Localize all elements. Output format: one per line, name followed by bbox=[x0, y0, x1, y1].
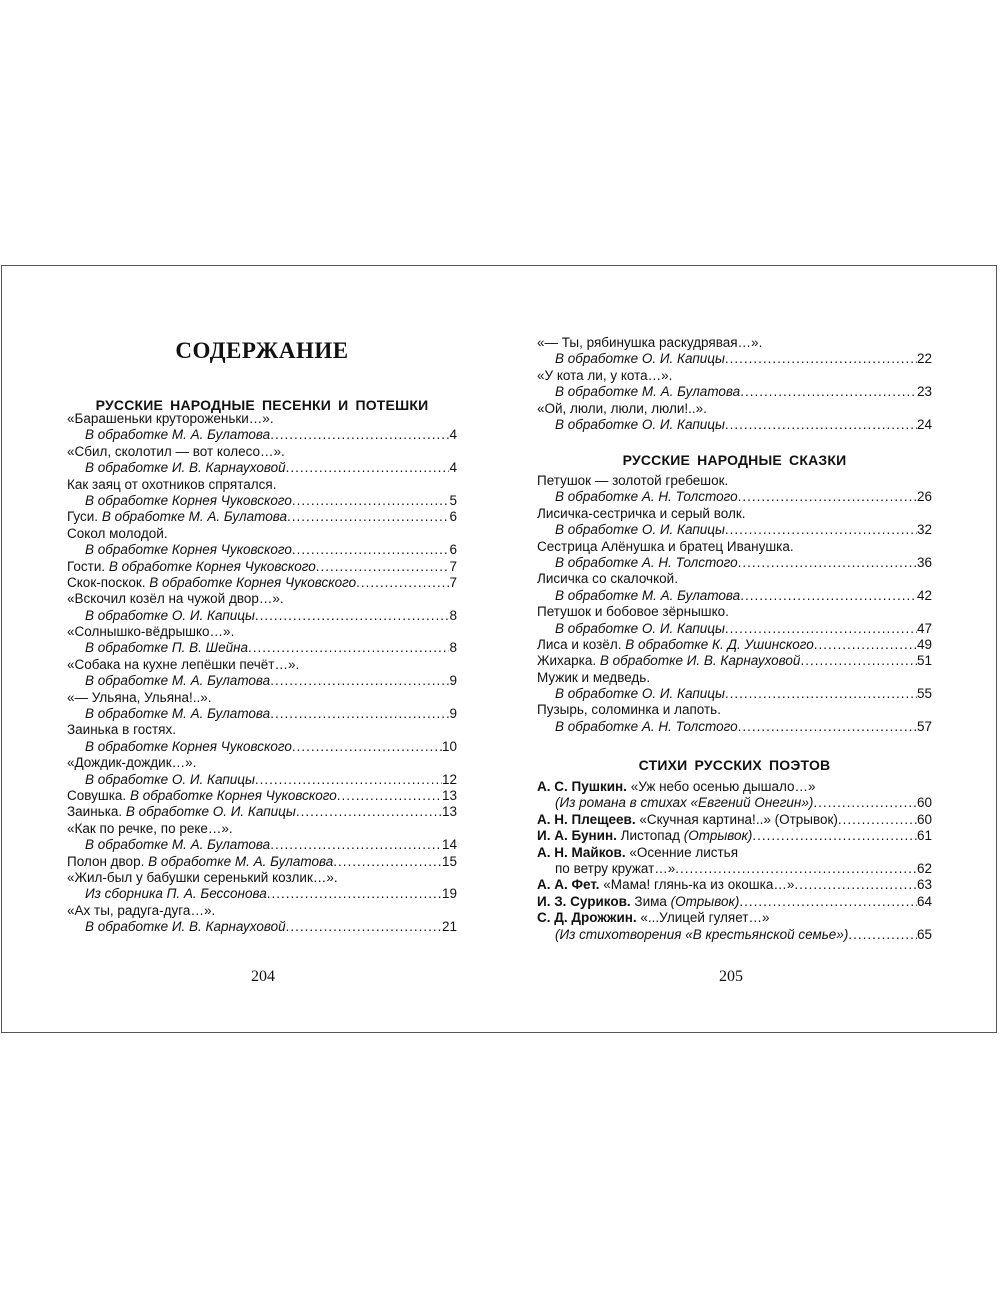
entry-credit: В обработке И. В. Карнауховой bbox=[85, 460, 286, 476]
entry-credit: В обработке Корнея Чуковского bbox=[85, 492, 292, 508]
toc-entry bbox=[537, 506, 932, 522]
toc-entry-text bbox=[67, 411, 274, 427]
toc-entry bbox=[67, 477, 457, 493]
entry-title: «Жил-был у бабушки серенький козлик…». bbox=[67, 869, 338, 885]
toc-entry bbox=[537, 877, 932, 893]
entry-credit: В обработке А. Н. Толстого bbox=[555, 718, 738, 734]
toc-entry bbox=[537, 686, 932, 702]
entry-page-number: 60 bbox=[916, 795, 932, 811]
dot-leader bbox=[267, 886, 442, 902]
toc-entry-text bbox=[537, 779, 816, 795]
entry-title: «Собака на кухне лепёшки печёт…». bbox=[67, 656, 300, 672]
toc-entry bbox=[537, 522, 932, 538]
entry-credit: В обработке Корнея Чуковского bbox=[85, 542, 292, 558]
toc-list-tales bbox=[537, 473, 932, 735]
toc-entry-text bbox=[85, 640, 248, 656]
entry-title: по ветру кружат…» bbox=[555, 860, 676, 876]
toc-entry bbox=[537, 910, 932, 926]
entry-page-number: 51 bbox=[916, 653, 932, 669]
toc-entry-text bbox=[85, 460, 286, 476]
toc-entry bbox=[67, 657, 457, 673]
toc-entry bbox=[67, 624, 457, 640]
entry-title: Листопад bbox=[616, 828, 684, 844]
dot-leader bbox=[286, 919, 442, 935]
toc-entry-text bbox=[67, 526, 168, 542]
entry-page-number: 15 bbox=[441, 853, 457, 869]
toc-entry-text bbox=[537, 670, 650, 686]
toc-entry bbox=[67, 755, 457, 771]
toc-entry bbox=[67, 591, 457, 607]
toc-entry bbox=[67, 919, 457, 935]
toc-entry-text bbox=[555, 384, 740, 400]
toc-entry bbox=[67, 526, 457, 542]
dot-leader bbox=[292, 542, 450, 558]
entry-page-number: 14 bbox=[441, 837, 457, 853]
entry-title: Гуси. bbox=[67, 509, 102, 525]
toc-entry-text bbox=[85, 886, 267, 902]
dot-leader bbox=[725, 686, 917, 702]
dot-leader bbox=[814, 637, 917, 653]
toc-entry-text bbox=[67, 722, 176, 738]
entry-title: Гости. bbox=[67, 558, 109, 574]
toc-entry-text bbox=[67, 575, 356, 591]
dot-leader bbox=[738, 555, 917, 571]
toc-entry-text bbox=[67, 559, 316, 575]
entry-page-number: 7 bbox=[449, 558, 457, 574]
toc-entry bbox=[67, 739, 457, 755]
book-spread bbox=[1, 265, 997, 1033]
dot-leader bbox=[248, 640, 449, 656]
entry-title: Скок-поскок. bbox=[67, 574, 150, 590]
toc-list-songs bbox=[67, 411, 457, 936]
entry-title: Жихарка. bbox=[537, 653, 600, 669]
toc-entry-text bbox=[67, 788, 337, 804]
toc-entry bbox=[537, 795, 932, 811]
entry-title: «Мама! глянь-ка из окошка…» bbox=[599, 877, 795, 893]
entry-credit: В обработке О. И. Капицы bbox=[555, 416, 725, 432]
entry-title: Заинька в гостях. bbox=[67, 722, 176, 738]
entry-page-number: 26 bbox=[916, 489, 932, 505]
toc-entry-text bbox=[67, 690, 212, 706]
toc-list-songs-continued bbox=[537, 335, 932, 433]
entry-credit: В обработке П. В. Шейна bbox=[85, 640, 249, 656]
entry-credit: В обработке О. И. Капицы bbox=[85, 607, 255, 623]
toc-entry-text bbox=[67, 591, 284, 607]
toc-entry-text bbox=[537, 637, 814, 653]
entry-title: «Ой, люли, люли, люли!..». bbox=[537, 400, 707, 416]
toc-entry-text bbox=[67, 903, 215, 919]
entry-title: Зима bbox=[630, 893, 671, 909]
dot-leader bbox=[356, 575, 449, 591]
toc-entry-text bbox=[85, 919, 286, 935]
toc-entry-text bbox=[537, 571, 678, 587]
toc-entry-text bbox=[85, 739, 292, 755]
dot-leader bbox=[255, 772, 442, 788]
toc-entry bbox=[537, 828, 932, 844]
toc-entry bbox=[537, 351, 932, 367]
entry-page-number: 23 bbox=[916, 384, 932, 400]
toc-entry-text bbox=[537, 877, 794, 893]
toc-entry bbox=[67, 788, 457, 804]
entry-page-number: 64 bbox=[916, 893, 932, 909]
entry-credit: В обработке Корнея Чуковского bbox=[108, 558, 316, 574]
toc-entry bbox=[67, 411, 457, 427]
entry-title: Сестрица Алёнушка и братец Иванушка. bbox=[537, 538, 794, 554]
entry-page-number: 55 bbox=[916, 686, 932, 702]
entry-title: «Как по речке, по реке…». bbox=[67, 820, 233, 836]
entry-page-number: 47 bbox=[916, 620, 932, 636]
toc-entry-text bbox=[537, 604, 729, 620]
toc-entry bbox=[67, 886, 457, 902]
toc-entry-text bbox=[555, 555, 738, 571]
toc-entry-text bbox=[537, 702, 721, 718]
toc-entry bbox=[67, 837, 457, 853]
dot-leader bbox=[800, 653, 917, 669]
toc-entry bbox=[67, 444, 457, 460]
author-name: С. Д. Дрожжин. bbox=[537, 910, 637, 926]
toc-entry-text bbox=[537, 845, 738, 861]
entry-page-number: 9 bbox=[449, 673, 457, 689]
entry-page-number: 62 bbox=[916, 860, 932, 876]
toc-entry-text bbox=[85, 673, 270, 689]
entry-page-number: 22 bbox=[916, 351, 932, 367]
entry-page-number: 4 bbox=[449, 427, 457, 443]
toc-entry bbox=[537, 845, 932, 861]
toc-entry bbox=[67, 673, 457, 689]
toc-entry bbox=[67, 772, 457, 788]
entry-title: «Солнышко-вёдрышко…». bbox=[67, 624, 235, 640]
entry-page-number: 19 bbox=[441, 886, 457, 902]
entry-credit: В обработке Корнея Чуковского bbox=[149, 574, 357, 590]
entry-page-number: 65 bbox=[916, 926, 932, 942]
entry-title: «Скучная картина!..» (Отрывок) bbox=[635, 811, 838, 827]
entry-page-number: 10 bbox=[441, 738, 457, 754]
entry-page-number: 63 bbox=[916, 877, 932, 893]
toc-entry bbox=[537, 653, 932, 669]
entry-page-number: 6 bbox=[449, 542, 457, 558]
dot-leader bbox=[813, 795, 917, 811]
dot-leader bbox=[292, 739, 442, 755]
dot-leader bbox=[286, 460, 450, 476]
entry-title: Заинька. bbox=[67, 804, 126, 820]
dot-leader bbox=[337, 788, 442, 804]
toc-entry bbox=[67, 821, 457, 837]
entry-credit: В обработке Корнея Чуковского bbox=[85, 738, 292, 754]
toc-entry-text bbox=[85, 772, 255, 788]
toc-entry bbox=[537, 539, 932, 555]
toc-entry-text bbox=[537, 335, 762, 351]
author-name: А. А. Фет. bbox=[537, 877, 600, 893]
toc-entry-text bbox=[537, 539, 794, 555]
dot-leader bbox=[725, 522, 917, 538]
toc-entry bbox=[67, 493, 457, 509]
author-name: И. А. Бунин. bbox=[537, 828, 617, 844]
toc-entry bbox=[67, 559, 457, 575]
toc-list-poems bbox=[537, 779, 932, 943]
section-heading-songs: РУССКИЕ НАРОДНЫЕ ПЕСЕНКИ И ПОТЕШКИ bbox=[95, 397, 429, 413]
dot-leader bbox=[738, 489, 917, 505]
toc-entry-text bbox=[555, 861, 675, 877]
dot-leader bbox=[255, 608, 450, 624]
toc-entry-text bbox=[85, 493, 292, 509]
entry-page-number: 13 bbox=[441, 804, 457, 820]
toc-entry-text bbox=[67, 804, 296, 820]
entry-credit: В обработке О. И. Капицы bbox=[125, 804, 296, 820]
toc-entry-text bbox=[67, 444, 285, 460]
author-name: А. С. Пушкин. bbox=[537, 779, 627, 794]
entry-title: «— Ульяна, Ульяна!..». bbox=[67, 689, 212, 705]
dot-leader bbox=[794, 877, 917, 893]
dot-leader bbox=[675, 861, 917, 877]
entry-page-number: 32 bbox=[916, 522, 932, 538]
entry-page-number: 49 bbox=[916, 636, 932, 652]
toc-entry-text bbox=[555, 522, 725, 538]
toc-entry bbox=[67, 640, 457, 656]
entry-title: Петушок и бобовое зёрнышко. bbox=[537, 604, 729, 620]
entry-credit: (Из романа в стихах «Евгений Онегин») bbox=[555, 795, 814, 811]
entry-credit: Из сборника П. А. Бессонова bbox=[85, 886, 267, 902]
entry-credit: В обработке А. Н. Толстого bbox=[555, 554, 738, 570]
entry-title: Петушок — золотой гребешок. bbox=[537, 473, 729, 488]
entry-page-number: 60 bbox=[916, 811, 932, 827]
entry-page-number: 24 bbox=[916, 416, 932, 432]
page-title: СОДЕРЖАНИЕ bbox=[175, 338, 349, 363]
dot-leader bbox=[316, 559, 450, 575]
toc-entry bbox=[67, 870, 457, 886]
toc-entry-text bbox=[67, 821, 233, 837]
toc-entry-text bbox=[555, 489, 738, 505]
toc-entry-text bbox=[67, 755, 196, 771]
toc-entry bbox=[537, 861, 932, 877]
toc-entry bbox=[67, 854, 457, 870]
toc-entry bbox=[67, 542, 457, 558]
toc-entry-text bbox=[555, 417, 725, 433]
entry-title: Лисичка-сестричка и серый волк. bbox=[537, 505, 746, 521]
toc-entry bbox=[537, 670, 932, 686]
entry-title: «Ах ты, радуга-дуга…». bbox=[67, 902, 216, 918]
toc-entry bbox=[537, 384, 932, 400]
entry-page-number: 8 bbox=[449, 607, 457, 623]
section-heading-tales: РУССКИЕ НАРОДНЫЕ СКАЗКИ bbox=[622, 452, 847, 468]
entry-page-number: 42 bbox=[916, 587, 932, 603]
toc-entry bbox=[537, 719, 932, 735]
section-heading-poems: СТИХИ РУССКИХ ПОЭТОВ bbox=[638, 757, 831, 773]
toc-entry bbox=[537, 401, 932, 417]
entry-credit: (Отрывок) bbox=[683, 828, 753, 844]
toc-entry-text bbox=[67, 624, 234, 640]
dot-leader bbox=[848, 927, 917, 943]
entry-title: «У кота ли, у кота…». bbox=[537, 367, 673, 383]
toc-entry-text bbox=[85, 837, 270, 853]
dot-leader bbox=[838, 812, 917, 828]
entry-title: Совушка. bbox=[67, 787, 130, 803]
entry-credit: В обработке О. И. Капицы bbox=[555, 620, 725, 636]
entry-page-number: 9 bbox=[449, 706, 457, 722]
entry-credit: В обработке Корнея Чуковского bbox=[129, 787, 337, 803]
toc-entry bbox=[67, 903, 457, 919]
entry-page-number: 4 bbox=[449, 460, 457, 476]
toc-entry-text bbox=[85, 427, 270, 443]
entry-credit: В обработке М. А. Булатова bbox=[85, 427, 271, 443]
toc-entry-text bbox=[537, 473, 728, 489]
entry-credit: В обработке М. А. Булатова bbox=[85, 706, 271, 722]
entry-credit: В обработке М. А. Булатова bbox=[101, 509, 287, 525]
toc-entry bbox=[537, 621, 932, 637]
page-number-right: 205 bbox=[719, 968, 743, 985]
toc-entry bbox=[67, 608, 457, 624]
toc-entry bbox=[67, 427, 457, 443]
toc-entry bbox=[67, 804, 457, 820]
toc-entry-text bbox=[537, 812, 838, 828]
entry-page-number: 8 bbox=[449, 640, 457, 656]
entry-credit: В обработке И. В. Карнауховой bbox=[599, 653, 801, 669]
entry-credit: (Отрывок) bbox=[670, 893, 740, 909]
entry-page-number: 5 bbox=[449, 492, 457, 508]
entry-page-number: 6 bbox=[449, 509, 457, 525]
toc-entry bbox=[67, 722, 457, 738]
toc-entry bbox=[537, 571, 932, 587]
toc-entry-text bbox=[555, 351, 725, 367]
toc-entry bbox=[537, 604, 932, 620]
entry-title: «...Улицей гуляет…» bbox=[636, 910, 770, 926]
toc-entry bbox=[537, 927, 932, 943]
toc-entry-text bbox=[85, 608, 255, 624]
entry-credit: В обработке М. А. Булатова bbox=[85, 673, 271, 689]
entry-page-number: 57 bbox=[916, 718, 932, 734]
dot-leader bbox=[292, 493, 450, 509]
toc-entry bbox=[67, 509, 457, 525]
entry-page-number: 61 bbox=[916, 828, 932, 844]
toc-entry bbox=[537, 555, 932, 571]
toc-entry-text bbox=[537, 910, 769, 926]
entry-title: Полон двор. bbox=[67, 853, 149, 869]
entry-title: «Вскочил козёл на чужой двор…». bbox=[67, 591, 284, 607]
toc-entry-text bbox=[67, 870, 338, 886]
entry-credit: В обработке О. И. Капицы bbox=[555, 686, 725, 702]
toc-entry-text bbox=[555, 686, 725, 702]
entry-title: «— Ты, рябинушка раскудрявая…». bbox=[537, 335, 763, 350]
dot-leader bbox=[725, 417, 917, 433]
toc-entry-text bbox=[537, 828, 752, 844]
entry-title: «Уж небо осенью дышало…» bbox=[626, 779, 816, 794]
dot-leader bbox=[287, 509, 449, 525]
toc-entry-text bbox=[537, 653, 800, 669]
entry-title: Лиса и козёл. bbox=[537, 636, 626, 652]
toc-entry bbox=[67, 575, 457, 591]
entry-credit: В обработке А. Н. Толстого bbox=[555, 489, 738, 505]
entry-credit: В обработке М. А. Булатова bbox=[85, 837, 271, 853]
toc-entry bbox=[537, 335, 932, 351]
author-name: А. Н. Майков. bbox=[537, 844, 626, 860]
toc-entry-text bbox=[537, 401, 707, 417]
entry-page-number: 13 bbox=[441, 787, 457, 803]
entry-credit: В обработке И. В. Карнауховой bbox=[85, 919, 286, 935]
toc-entry bbox=[537, 588, 932, 604]
entry-page-number: 12 bbox=[441, 771, 457, 787]
entry-title: «Сбил, сколотил — вот колесо…». bbox=[67, 443, 285, 459]
toc-entry-text bbox=[67, 509, 287, 525]
entry-title: Лисичка со скалочкой. bbox=[537, 571, 678, 587]
toc-entry bbox=[537, 368, 932, 384]
toc-entry bbox=[537, 637, 932, 653]
dot-leader bbox=[725, 621, 917, 637]
toc-entry bbox=[67, 706, 457, 722]
toc-entry-text bbox=[67, 657, 299, 673]
dot-leader bbox=[740, 588, 917, 604]
page-number-left: 204 bbox=[251, 968, 275, 985]
entry-page-number: 21 bbox=[441, 919, 457, 935]
toc-entry-text bbox=[85, 542, 292, 558]
dot-leader bbox=[333, 854, 442, 870]
toc-entry-text bbox=[555, 719, 738, 735]
toc-entry bbox=[537, 894, 932, 910]
entry-title: «Дождик-дождик…». bbox=[67, 755, 197, 771]
entry-page-number: 36 bbox=[916, 554, 932, 570]
dot-leader bbox=[739, 894, 917, 910]
dot-leader bbox=[270, 837, 442, 853]
toc-entry bbox=[537, 702, 932, 718]
entry-title: «Осенние листья bbox=[625, 844, 739, 860]
toc-entry-text bbox=[85, 706, 270, 722]
author-name: И. З. Суриков. bbox=[537, 893, 631, 909]
dot-leader bbox=[752, 828, 917, 844]
toc-entry-text bbox=[67, 854, 333, 870]
entry-credit: В обработке О. И. Капицы bbox=[555, 522, 725, 538]
entry-title: Пузырь, соломинка и лапоть. bbox=[537, 702, 721, 718]
toc-entry-text bbox=[555, 795, 813, 811]
entry-credit: В обработке М. А. Булатова bbox=[555, 384, 741, 400]
toc-entry bbox=[537, 417, 932, 433]
toc-entry bbox=[67, 460, 457, 476]
author-name: А. Н. Плещеев. bbox=[537, 811, 636, 827]
entry-credit: В обработке К. Д. Ушинского bbox=[625, 636, 814, 652]
toc-entry bbox=[67, 690, 457, 706]
toc-entry bbox=[537, 473, 932, 489]
entry-page-number: 7 bbox=[449, 574, 457, 590]
dot-leader bbox=[270, 427, 449, 443]
toc-entry-text bbox=[555, 927, 848, 943]
entry-credit: (Из стихотворения «В крестьянской семье») bbox=[555, 926, 849, 942]
entry-title: Мужик и медведь. bbox=[537, 669, 651, 685]
dot-leader bbox=[725, 351, 917, 367]
dot-leader bbox=[296, 804, 442, 820]
entry-credit: В обработке М. А. Булатова bbox=[555, 587, 741, 603]
entry-credit: В обработке О. И. Капицы bbox=[85, 771, 255, 787]
entry-title: Сокол молодой. bbox=[67, 525, 168, 541]
toc-entry-text bbox=[537, 506, 746, 522]
dot-leader bbox=[270, 673, 449, 689]
dot-leader bbox=[270, 706, 449, 722]
toc-entry-text bbox=[67, 477, 276, 493]
toc-entry-text bbox=[537, 894, 739, 910]
dot-leader bbox=[738, 719, 917, 735]
dot-leader bbox=[740, 384, 917, 400]
toc-entry bbox=[537, 779, 932, 795]
entry-credit: В обработке О. И. Капицы bbox=[555, 351, 725, 367]
entry-credit: В обработке М. А. Булатова bbox=[148, 853, 334, 869]
toc-entry-text bbox=[555, 588, 740, 604]
toc-entry bbox=[537, 489, 932, 505]
toc-entry bbox=[537, 812, 932, 828]
toc-entry-text bbox=[555, 621, 725, 637]
entry-title: Как заяц от охотников спрятался. bbox=[67, 476, 277, 492]
entry-title: «Барашеньки крутороженьки…». bbox=[67, 411, 274, 426]
toc-entry-text bbox=[537, 368, 672, 384]
